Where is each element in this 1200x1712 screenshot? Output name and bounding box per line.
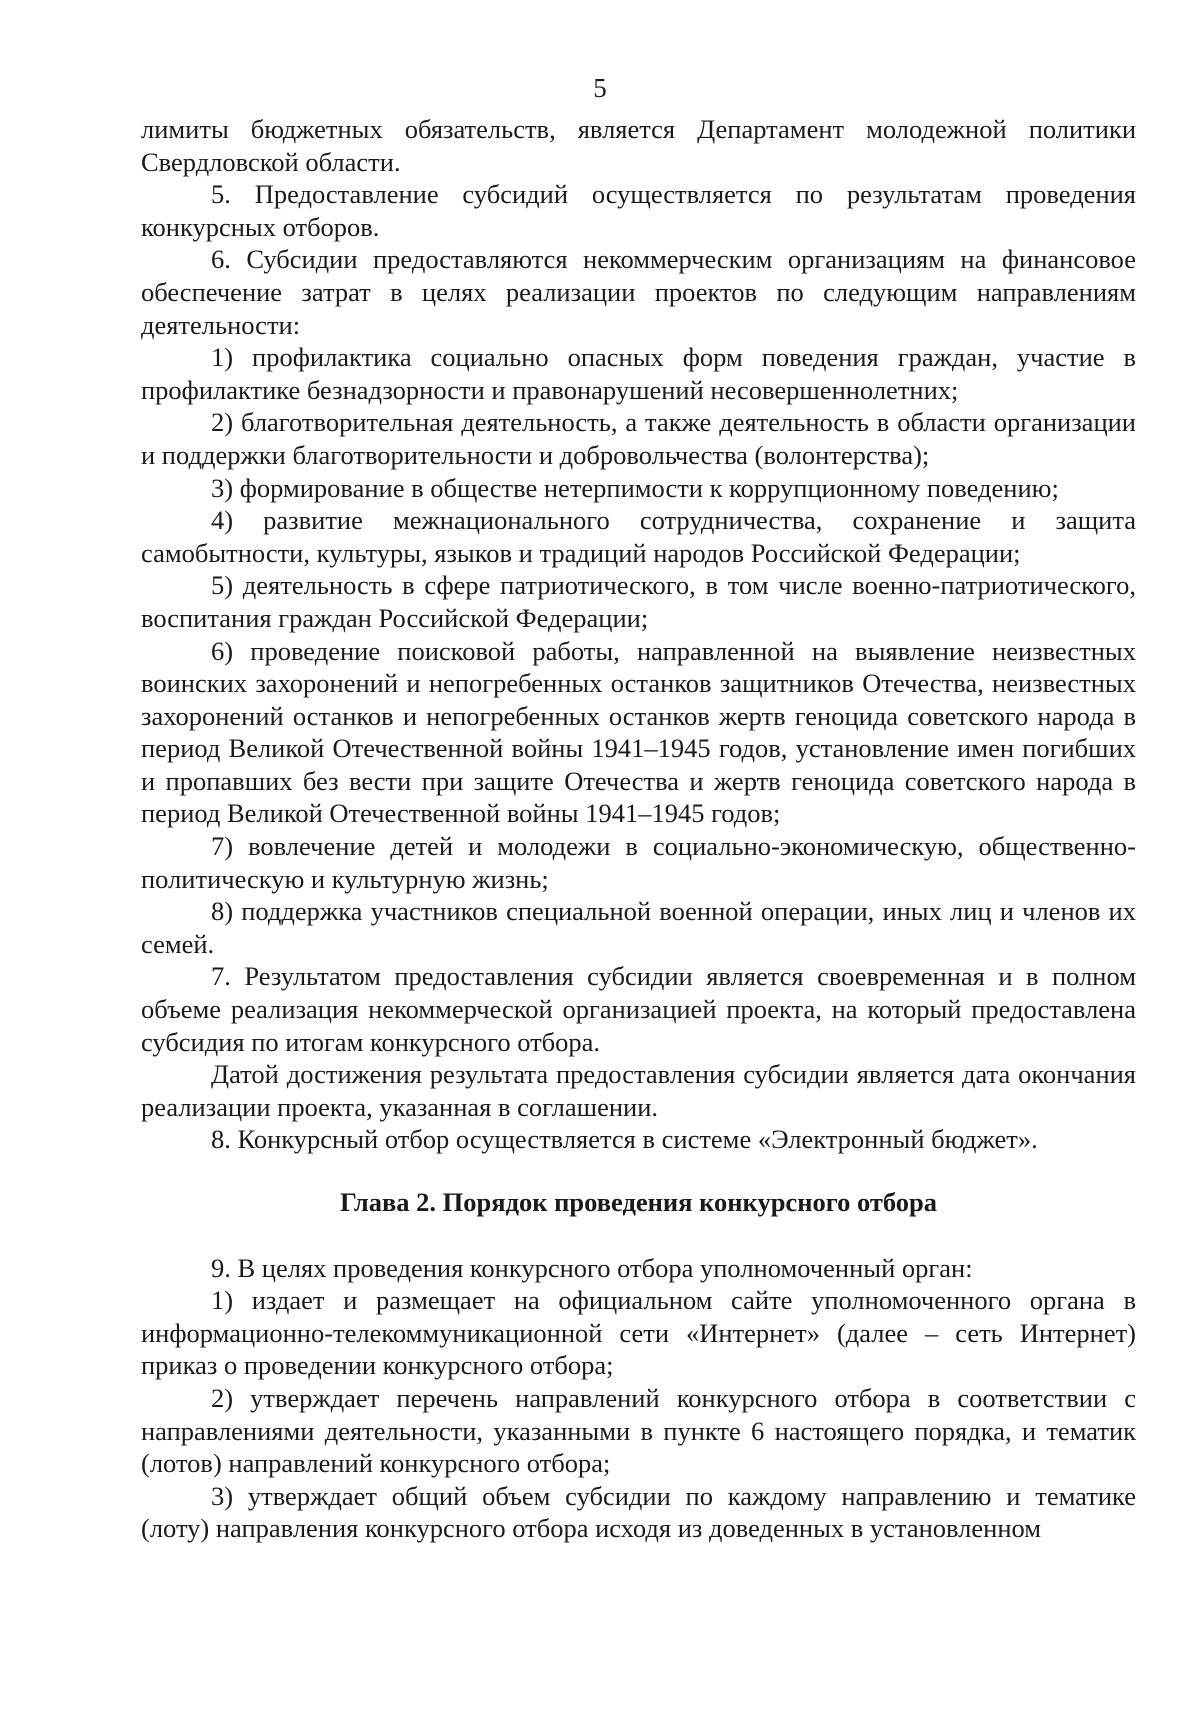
paragraph-p6-5: 5) деятельность в сфере патриотического, в том числе военно-патриотического, воспитания граждан Российской Федерации; [141,570,1136,633]
paragraph-p6-3: 3) формирование в обществе нетерпимости к коррупционному поведению; [211,472,1059,503]
page-number: 5 [593,73,607,103]
paragraph-p-cont: лимиты бюджетных обязательств, является Департамент молодежной политики Свердловской области. [141,114,1136,177]
paragraph-p6-4: 4) развитие межнационального сотрудничества, сохранение и защита самобытности, культуры, языков и традиций народов Российской Федерации; [141,505,1136,568]
paragraph-p6-2: 2) благотворительная деятельность, а также деятельность в области организации и поддержки благотворительности и добровольчества (волонтерства); [141,407,1136,470]
paragraph-p9-2: 2) утверждает перечень направлений конкурсного отбора в соответствии с направлениями деятельности, указанными в пункте 6 настоящего порядка, и тематик (лотов) направлений конкурсного отбора; [141,1382,1136,1479]
paragraph-p8: 8. Конкурсный отбор осуществляется в системе «Электронный бюджет». [211,1124,1038,1155]
paragraph-p9-1: 1) издает и размещает на официальном сайте уполномоченного органа в информационно-телекоммуникационной сети «Интернет» (далее – сеть Интернет) приказ о проведении конкурсного отбора; [141,1285,1136,1381]
paragraph-p9-3: 3) утверждает общий объем субсидии по каждому направлению и тематике (лоту) направления конкурсного отбора исходя из доведенных в установленном [141,1480,1136,1544]
paragraph-p6: 6. Субсидии предоставляются некоммерческим организациям на финансовое обеспечение затрат в целях реализации проектов по следующим направлениям деятельности: [141,244,1136,340]
section-chapter-1-end [141,113,1136,1156]
paragraph-p7-date: Датой достижения результата предоставления субсидии является дата окончания реализации проекта, указанная в соглашении. [141,1059,1136,1122]
paragraph-p7: 7. Результатом предоставления субсидии является своевременная и в полном объеме реализация некоммерческой организацией проекта, на который предоставлена субсидия по итогам конкурсного отбора. [141,961,1136,1057]
section-chapter-2 [141,1252,1136,1545]
paragraph-p5: 5. Предоставление субсидий осуществляется по результатам проведения конкурсных отборов. [141,179,1136,242]
chapter-heading: Глава 2. Порядок проведения конкурсного отбора [339,1187,938,1217]
paragraph-p6-8: 8) поддержка участников специальной военной операции, иных лиц и членов их семей. [141,896,1136,959]
paragraph-p6-1: 1) профилактика социально опасных форм поведения граждан, участие в профилактике безнадзорности и правонарушений несовершеннолетних; [141,342,1136,405]
paragraph-p6-6: 6) проведение поисковой работы, направленной на выявление неизвестных воинских захоронений и непогребенных останков защитников Отечества, неизвестных захоронений останков и непогребенных останков жертв геноцида советского народа в период Великой Отечественной войны 1941–1945 годов, установление имен погибших и пропавших без вести при защите Отечества и жертв геноцида советского народа в период Великой Отечественной войны 1941–1945 годов; [141,635,1136,829]
document-body [141,113,1136,1545]
paragraph-p9: 9. В целях проведения конкурсного отбора уполномоченный орган: [211,1252,973,1283]
paragraph-p6-7: 7) вовлечение детей и молодежи в социально-экономическую, общественно-политическую и культурную жизнь; [141,831,1136,894]
